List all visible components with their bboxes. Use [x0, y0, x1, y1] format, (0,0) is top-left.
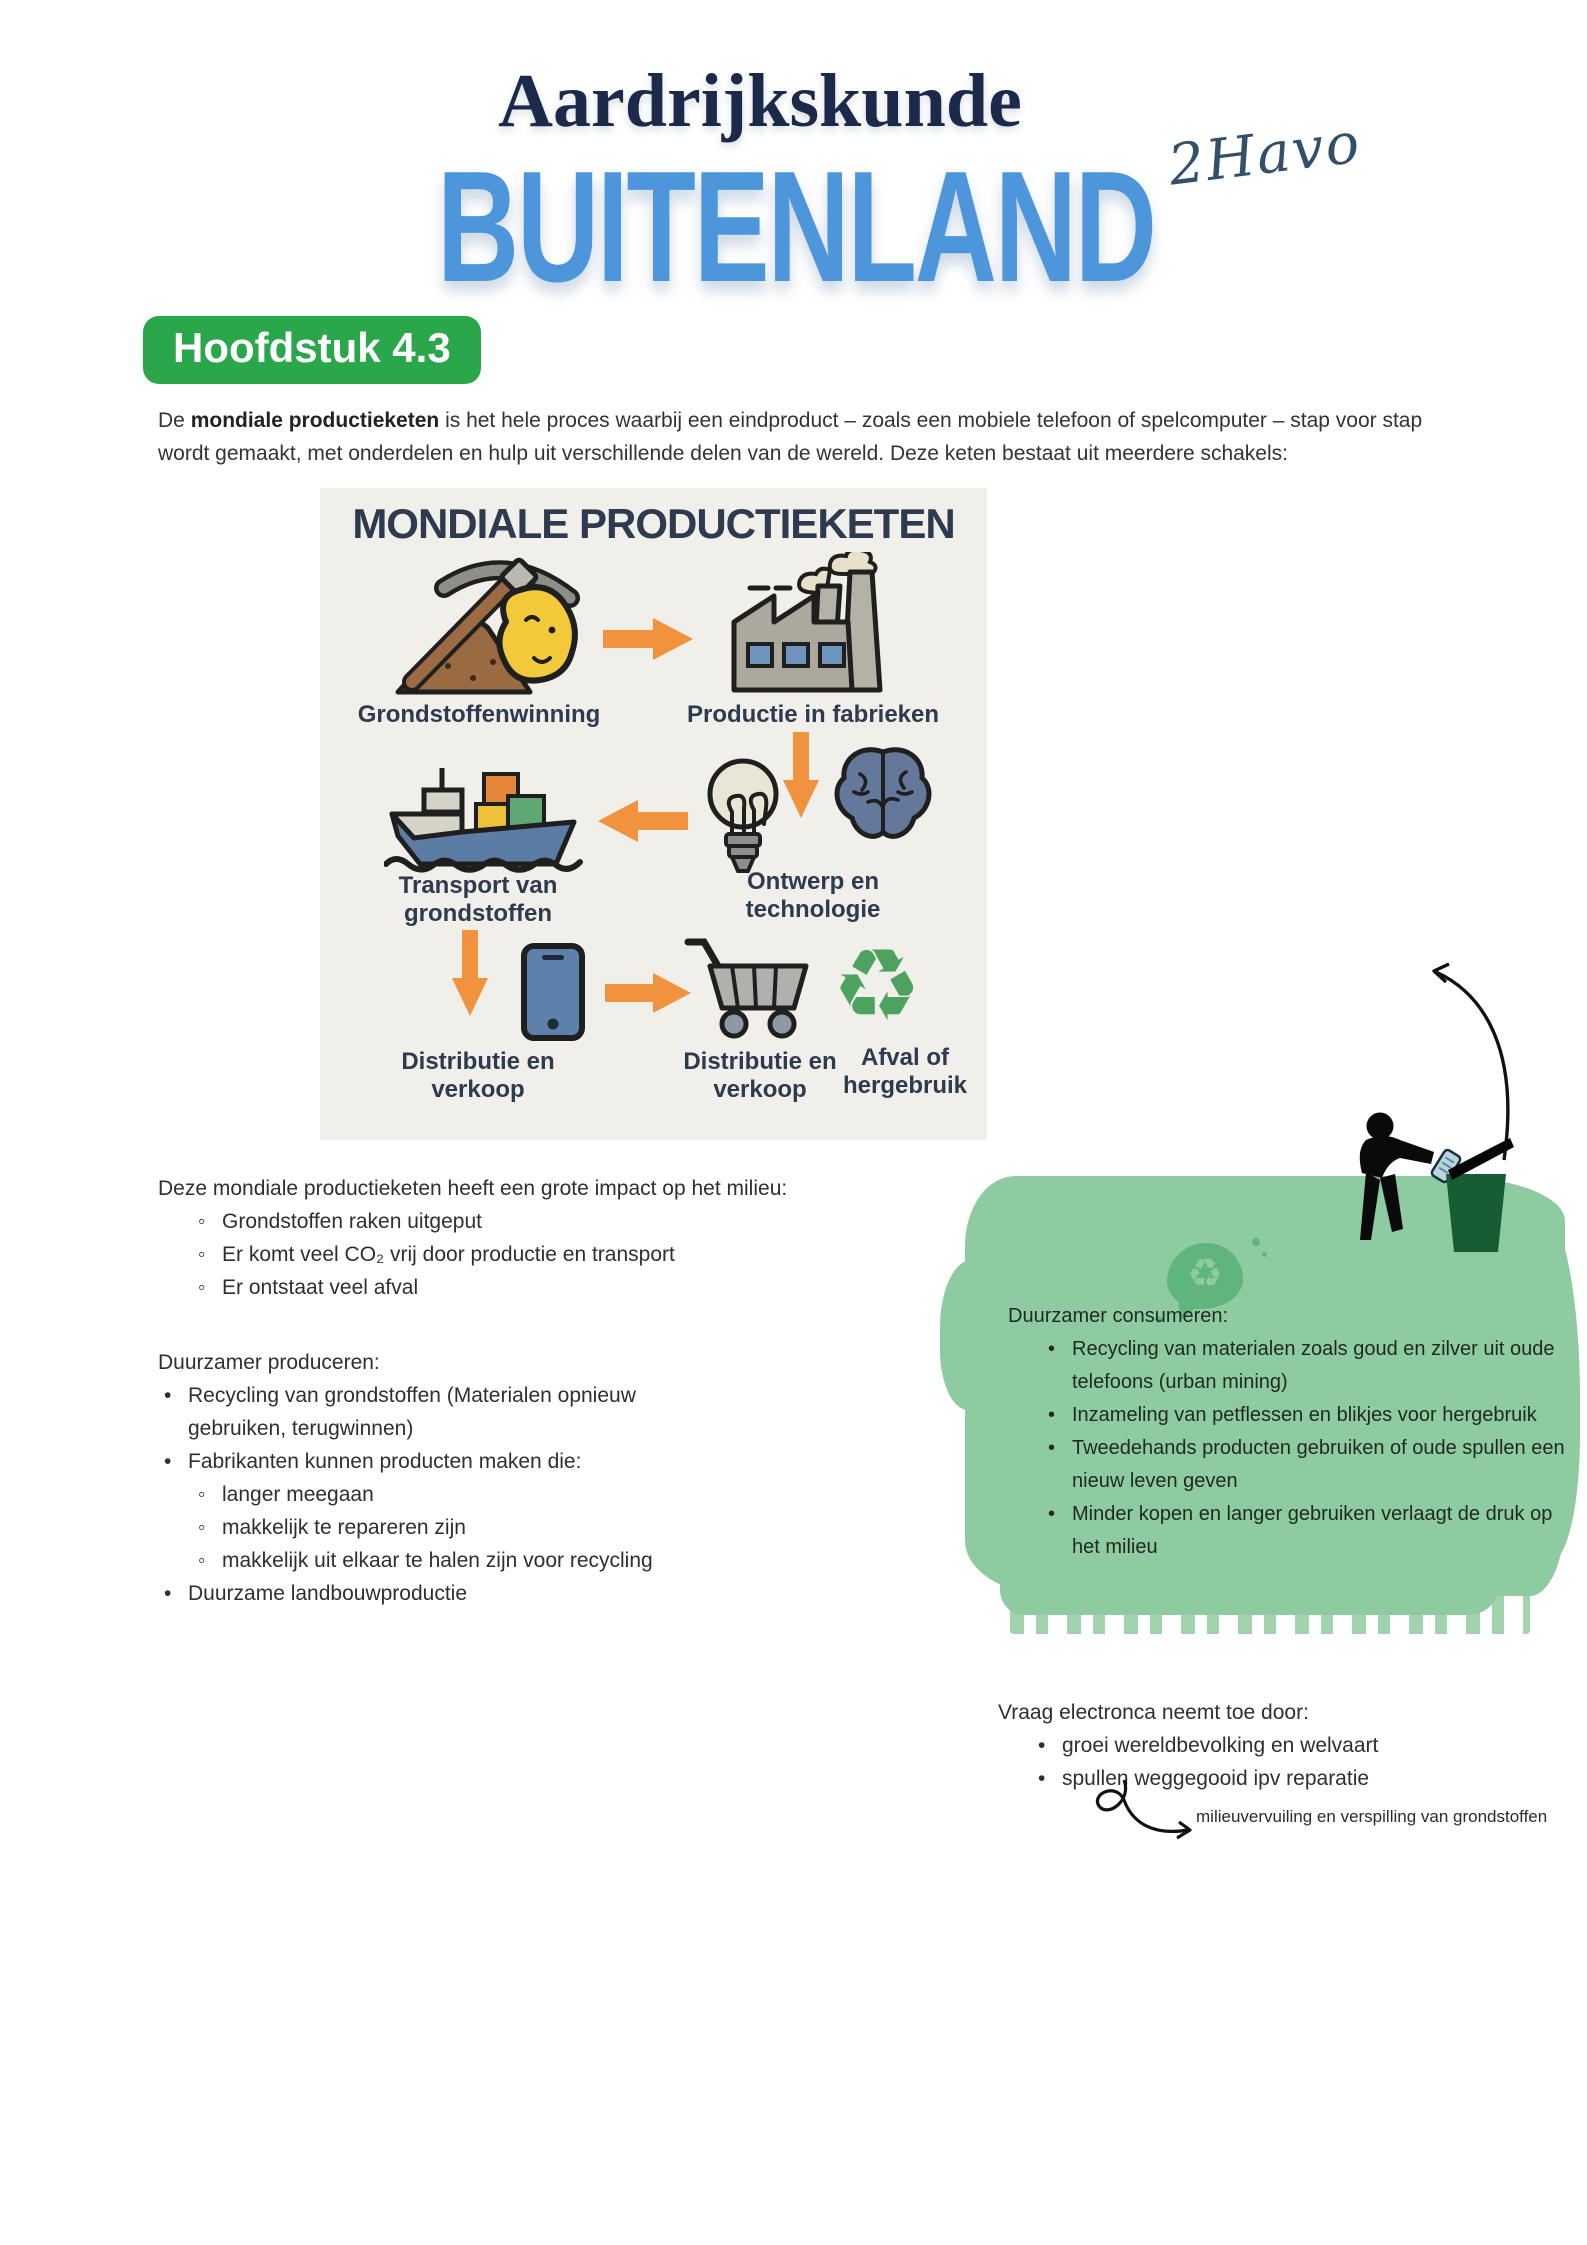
list-item: • Duurzame landbouwproductie: [158, 1577, 678, 1610]
intro-keyword: mondiale productieketen: [190, 409, 440, 432]
impact-section: [158, 1172, 838, 1304]
intro-paragraph: [158, 404, 1458, 470]
list-item: ◦ makkelijk te repareren zijn: [192, 1511, 678, 1544]
step-label-raw-materials: Grondstoffenwinning: [357, 701, 601, 728]
chapter-badge: Hoofdstuk 4.3: [143, 316, 481, 384]
flow-arrow-down-2: [452, 930, 488, 1016]
person-leg: [1360, 1172, 1380, 1240]
list-item: • Recycling van materialen zoals goud en zilver uit oude telefoons (urban mining): [1042, 1333, 1568, 1399]
consuming-heading: Duurzamer consumeren:: [1008, 1305, 1229, 1327]
flow-arrow-right-1: [603, 618, 693, 660]
subject-title: Aardrijkskunde: [498, 59, 1022, 143]
curly-arrow: [1090, 1778, 1202, 1852]
impact-list: [192, 1205, 838, 1304]
intro-after: is het hele proces waarbij een eindproduct – zoals een mobiele telefoon of spelcomputer – stap voor stap wordt gemaakt, met onderdelen en hulp uit verschillende delen van de wereld. Deze keten bestaat uit meerdere schakels:: [158, 409, 1423, 465]
smartphone-icon: [520, 942, 586, 1042]
producing-heading: Duurzamer produceren:: [158, 1351, 380, 1374]
factory-icon: [722, 552, 892, 696]
recycle-icon: ♻: [832, 927, 922, 1044]
list-item: ◦ langer meegaan: [192, 1478, 678, 1511]
demand-section: [998, 1696, 1558, 1795]
list-item: • spullen weggegooid ipv reparatie: [1032, 1762, 1558, 1795]
list-item: • groei wereldbevolking en welvaart: [1032, 1729, 1558, 1762]
list-item: • Inzameling van petflessen en blikjes voor hergebruik: [1042, 1399, 1568, 1432]
handwritten-level: 2Havo: [1165, 110, 1365, 199]
list-item: ◦ makkelijk uit elkaar te halen zijn voor recycling: [192, 1544, 678, 1577]
flow-arrow-down-1: [783, 732, 819, 818]
recycle-watermark-icon: ♻: [1187, 1251, 1223, 1298]
consuming-list: [1042, 1333, 1568, 1564]
step-label-factory: Productie in fabrieken: [686, 701, 940, 728]
step-label-design: Ontwerp en technologie: [745, 868, 881, 923]
flow-arrow-right-2: [605, 973, 691, 1013]
person-leg: [1380, 1174, 1403, 1232]
cargo-ship-icon: [384, 752, 584, 882]
trash-bin: [1446, 1174, 1506, 1252]
book-title: BUITENLAND: [437, 139, 1155, 315]
list-item: • Fabrikanten kunnen producten maken die:: [158, 1445, 678, 1478]
list-item: ◦ Er komt veel CO₂ vrij door productie en transport: [192, 1238, 838, 1271]
step-label-transport: Transport van grondstoffen: [398, 872, 558, 927]
producing-list: [158, 1379, 678, 1610]
infographic-title: MONDIALE PRODUCTIEKETEN: [352, 500, 955, 547]
step-label-distribution-left: Distributie en verkoop: [401, 1048, 555, 1103]
producing-section: [158, 1346, 678, 1610]
shopping-cart-icon: [680, 934, 814, 1040]
person-body: [1360, 1136, 1434, 1178]
bubble-dot: [1262, 1252, 1267, 1257]
list-item: ◦ Grondstoffen raken uitgeput: [192, 1205, 838, 1238]
list-item: ◦ Er ontstaat veel afval: [192, 1271, 838, 1304]
brain-icon: [830, 744, 936, 848]
person-head: [1367, 1113, 1394, 1140]
consuming-section: [1008, 1300, 1568, 1564]
mining-icon: [378, 554, 582, 700]
demand-arrow-note: milieuvervuiling en verspilling van grondstoffen: [1196, 1807, 1548, 1826]
bubble-dot: [1252, 1238, 1260, 1246]
list-item: • Tweedehands producten gebruiken of oude spullen een nieuw leven geven: [1042, 1432, 1568, 1498]
lightbulb-icon: [706, 754, 780, 882]
step-label-waste: Afval of hergebruik: [842, 1044, 968, 1099]
list-item: • Minder kopen en langer gebruiken verlaagt de druk op het milieu: [1042, 1498, 1568, 1564]
blob-paint-drips: [1010, 1592, 1530, 1634]
production-chain-infographic: [320, 488, 987, 1140]
blob-texture: [940, 1260, 1010, 1410]
person-throwing-phone-illustration: [1342, 958, 1518, 1252]
impact-heading: Deze mondiale productieketen heeft een grote impact op het milieu:: [158, 1177, 788, 1200]
intro-before: De: [158, 409, 191, 432]
list-item: • Recycling van grondstoffen (Materialen opnieuw gebruiken, terugwinnen): [158, 1379, 678, 1445]
demand-heading: Vraag electronca neemt toe door:: [998, 1701, 1309, 1724]
step-label-distribution-right: Distributie en verkoop: [683, 1048, 837, 1103]
flow-arrow-left: [598, 800, 688, 842]
